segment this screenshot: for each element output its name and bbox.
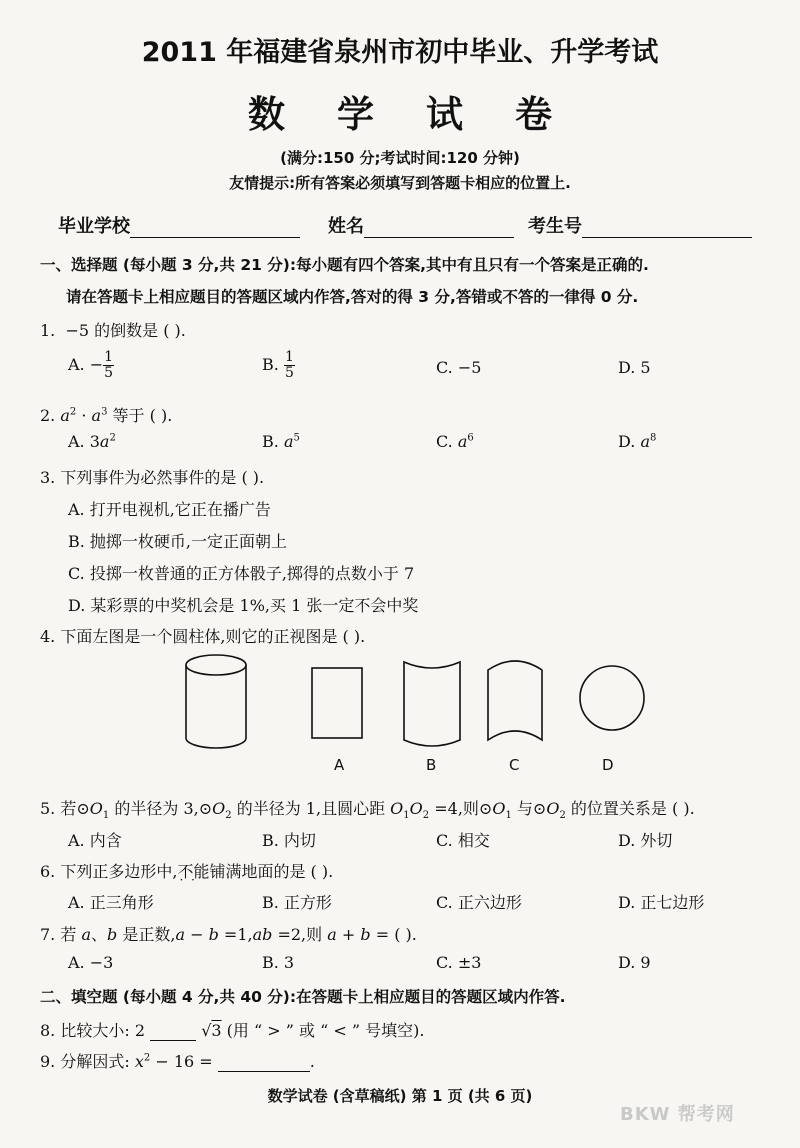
fraction-denominator: 5 — [284, 365, 294, 381]
q9-stem: 9. 分解因式: $x^2 - 16$ = . — [40, 1052, 315, 1071]
q2-option-c[interactable]: C. $a^6$ — [436, 432, 474, 451]
q6-option-c[interactable]: C. 正六边形 — [436, 893, 522, 912]
q2-option-a[interactable]: A. $3a^2$ — [68, 432, 116, 451]
q9-part: − 16 = — [150, 1052, 218, 1071]
q1-option-b[interactable] — [262, 350, 295, 381]
q1-option-a-label: A. — [68, 355, 85, 374]
section2-title: 二、填空题 (每小题 4 分,共 40 分):在答题卡上相应题目的答题区域内作答. — [40, 988, 566, 1006]
q6-stem — [40, 859, 333, 882]
section1-note: 请在答题卡上相应题目的答题区域内作答,答对的得 3 分,答错或不答的一律得 0 分. — [66, 288, 639, 306]
name-label: 姓名 — [328, 216, 364, 237]
q7-part: 7. 若 — [40, 925, 82, 944]
exam-number-field[interactable] — [528, 212, 752, 238]
school-label: 毕业学校 — [58, 216, 130, 237]
q2-option-c-label: C. — [436, 432, 453, 451]
q7-stem: 7. 若 a、b 是正数,a − b =1,ab =2,则 a + b = ( ). — [40, 925, 417, 944]
page-footer: 数学试卷 (含草稿纸) 第 1 页 (共 6 页) — [267, 1087, 533, 1105]
q1-option-b-fraction — [284, 350, 295, 381]
q5-stem: 5. 若$⊙O_1$ 的半径为 $3,⊙O_2$ 的半径为 1,且圆心距 $O_1O_2 =4$,则$⊙O_1$ 与$⊙O_2$ 的位置关系是 ( ). — [40, 799, 695, 822]
q1-option-c[interactable]: C. −5 — [436, 358, 482, 377]
q3-option-b[interactable]: B. 抛掷一枚硬币,一定正面朝上 — [68, 532, 288, 551]
q2-option-d-label: D. — [618, 432, 636, 451]
q2-option-a-label: A. 3 — [68, 432, 100, 451]
q8-answer-blank[interactable] — [150, 1024, 196, 1041]
cylinder-figure — [186, 655, 246, 748]
q2-option-b-label: B. — [262, 432, 279, 451]
q1-option-a-sign: − — [89, 355, 104, 374]
q4-label-b: B — [426, 756, 437, 774]
exam-title: 2011 年福建省泉州市初中毕业、升学考试 — [141, 37, 659, 68]
q1-option-a[interactable] — [68, 350, 114, 381]
q4-label-d: D — [602, 756, 614, 774]
fraction-numerator: 1 — [284, 349, 294, 365]
fraction-numerator: 1 — [104, 349, 114, 365]
q2-number: 2. — [40, 406, 56, 425]
q7-option-a[interactable]: A. −3 — [68, 953, 114, 972]
q7-part: 是正数, — [117, 925, 176, 944]
q6-part: 铺满地面的是 ( ). — [209, 862, 334, 881]
q7-part: =1, — [218, 925, 253, 944]
q8-part: (用 “ > ” 或 “ < ” 号填空). — [226, 1021, 425, 1040]
q2-text: 等于 ( ). — [107, 406, 173, 425]
section1-title: 一、选择题 (每小题 3 分,共 21 分):每小题有四个答案,其中有且只有一个答案是正确的. — [40, 256, 649, 274]
q2-stem: 2. $a^2 \cdot a^3$ 等于 ( ). — [40, 406, 173, 425]
q4-label-a: A — [334, 756, 345, 774]
option-b-shape[interactable] — [404, 662, 460, 746]
q5-part: 的半径为 1,且圆心距 — [231, 799, 391, 818]
q4-label-c: C — [509, 756, 520, 774]
name-blank[interactable] — [364, 219, 514, 238]
q1-stem — [40, 318, 186, 341]
q5-part: 的半径为 3,⊙ — [109, 799, 213, 818]
q5-option-a[interactable]: A. 内含 — [68, 831, 122, 850]
option-c-shape[interactable] — [488, 661, 542, 740]
q7-part: =2,则 — [272, 925, 328, 944]
q5-part: =4,则⊙ — [429, 799, 493, 818]
q5-option-c[interactable]: C. 相交 — [436, 831, 490, 850]
q1-number: 1. — [40, 321, 56, 340]
q5-part: 的位置关系是 ( ). — [565, 799, 695, 818]
q3-option-a[interactable]: A. 打开电视机,它正在播广告 — [68, 500, 271, 519]
q9-answer-blank[interactable] — [218, 1055, 310, 1072]
q2-option-b[interactable]: B. $a^5$ — [262, 432, 300, 451]
q4-stem: 4. 下面左图是一个圆柱体,则它的正视图是 ( ). — [40, 627, 366, 646]
option-d-circle[interactable] — [580, 666, 644, 730]
fraction-denominator: 5 — [104, 365, 114, 381]
q9-part: 9. 分解因式: — [40, 1052, 135, 1071]
q6-part: 6. 下列正多边形中, — [40, 862, 178, 881]
exam-info: (满分:150 分;考试时间:120 分钟) — [280, 149, 520, 167]
q6-option-b[interactable]: B. 正方形 — [262, 893, 332, 912]
name-field[interactable] — [328, 212, 514, 238]
q1-option-a-fraction — [103, 350, 114, 381]
q1-option-b-label: B. — [262, 355, 279, 374]
exam-tip: 友情提示:所有答案必须填写到答题卡相应的位置上. — [229, 174, 571, 192]
exam-number-label: 考生号 — [528, 216, 582, 237]
q1-text: −5 的倒数是 ( ). — [65, 321, 186, 340]
q6-emphasis: 不能 · · — [177, 859, 209, 882]
exam-number-blank[interactable] — [582, 219, 752, 238]
q3-option-d[interactable]: D. 某彩票的中奖机会是 1%,买 1 张一定不会中奖 — [68, 596, 419, 615]
q1-option-d[interactable]: D. 5 — [618, 358, 651, 377]
q5-option-b[interactable]: B. 内切 — [262, 831, 316, 850]
q3-option-c[interactable]: C. 投掷一枚普通的正方体骰子,掷得的点数小于 7 — [68, 564, 415, 583]
q4-figures — [170, 648, 660, 758]
q6-option-a[interactable]: A. 正三角形 — [68, 893, 154, 912]
school-field[interactable] — [58, 212, 300, 238]
option-a-rectangle[interactable] — [312, 668, 362, 738]
q7-option-c[interactable]: C. ±3 — [436, 953, 482, 972]
q3-stem: 3. 下列事件为必然事件的是 ( ). — [40, 468, 265, 487]
q7-part: 、 — [91, 925, 108, 944]
q5-option-d[interactable]: D. 外切 — [618, 831, 673, 850]
q6-option-d[interactable]: D. 正七边形 — [618, 893, 705, 912]
q5-part: 5. 若⊙ — [40, 799, 90, 818]
q8-part: 8. 比较大小: 2 — [40, 1021, 151, 1040]
watermark-logo: BKW 帮考网 — [620, 1104, 735, 1125]
exam-subtitle: 数学试卷 — [248, 93, 604, 136]
q5-part: 与⊙ — [511, 799, 547, 818]
q2-option-d[interactable]: D. $a^8$ — [618, 432, 657, 451]
q7-option-b[interactable]: B. 3 — [262, 953, 295, 972]
q7-part: = ( ). — [370, 925, 417, 944]
school-blank[interactable] — [130, 219, 300, 238]
q7-option-d[interactable]: D. 9 — [618, 953, 651, 972]
q8-stem: 8. 比较大小: 2 √3 (用 “ > ” 或 “ < ” 号填空). — [40, 1021, 425, 1040]
